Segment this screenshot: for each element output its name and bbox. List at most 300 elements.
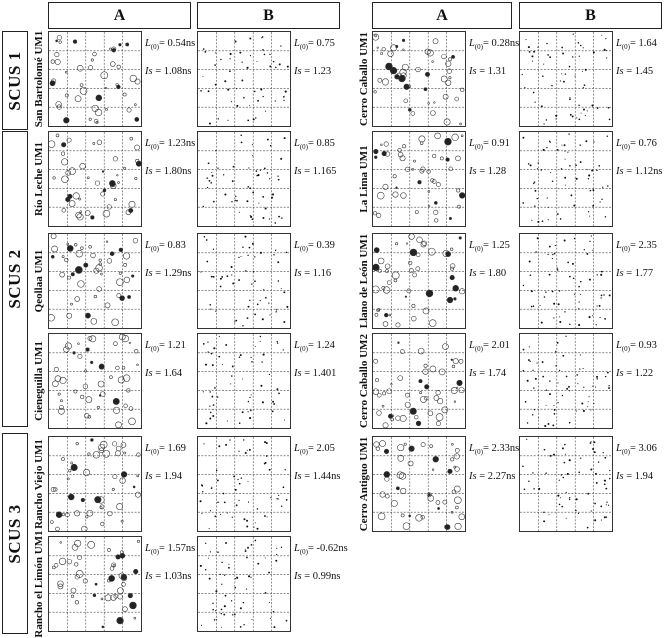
individual-circle <box>387 281 391 285</box>
point-pattern-svg <box>373 234 465 328</box>
point-mark <box>603 452 604 453</box>
point-mark <box>217 396 219 398</box>
individual-circle <box>376 447 380 451</box>
individual-circle <box>135 177 137 179</box>
individual-circle <box>445 138 452 145</box>
point-mark <box>592 250 593 251</box>
point-mark <box>246 67 248 69</box>
individual-circle <box>384 471 390 477</box>
point-pattern-svg <box>520 437 612 531</box>
individual-circle <box>90 439 93 442</box>
point-mark <box>254 313 256 315</box>
point-mark <box>564 150 565 151</box>
point-mark <box>243 439 244 440</box>
stat-block <box>145 38 195 77</box>
point-mark <box>268 572 270 574</box>
individual-circle <box>55 59 60 64</box>
point-mark <box>562 355 564 357</box>
site-label: Cerro Antiguo UM1 <box>358 436 370 532</box>
point-mark <box>204 51 206 53</box>
point-mark <box>247 547 249 549</box>
point-mark <box>578 471 580 473</box>
individual-circle <box>405 402 410 407</box>
point-mark <box>281 217 282 218</box>
site-label: Rancho Viejo UM1 <box>33 439 45 529</box>
point-pattern-svg <box>520 234 612 328</box>
individual-circle <box>109 575 115 581</box>
point-pattern-svg <box>49 334 141 428</box>
point-mark <box>240 626 242 628</box>
individual-circle <box>428 190 430 192</box>
point-mark <box>262 217 264 219</box>
individual-circle <box>436 414 443 421</box>
individual-circle <box>57 35 62 40</box>
individual-circle <box>375 379 378 382</box>
individual-circle <box>380 441 386 447</box>
pattern-plot-b <box>519 131 613 227</box>
point-mark <box>235 320 237 322</box>
point-mark <box>573 205 575 207</box>
point-mark <box>215 150 216 151</box>
point-mark <box>236 504 238 506</box>
point-mark <box>254 256 255 257</box>
individual-circle <box>396 416 401 421</box>
individual-circle <box>91 59 93 61</box>
point-mark <box>596 170 598 172</box>
individual-circle <box>135 79 140 84</box>
point-mark <box>568 386 570 388</box>
point-mark <box>555 365 556 366</box>
l-stat: $L_{(0)}= 1.25$ <box>469 240 510 254</box>
stat-block <box>616 443 657 482</box>
individual-circle <box>416 421 421 426</box>
individual-circle <box>437 398 442 403</box>
individual-circle <box>459 237 462 240</box>
individual-circle <box>88 453 91 456</box>
point-mark <box>576 498 578 500</box>
individual-circle <box>382 47 386 51</box>
individual-circle <box>62 176 69 183</box>
point-mark <box>578 308 579 309</box>
individual-circle <box>398 342 400 344</box>
individual-circle <box>452 134 459 141</box>
pattern-plot-a <box>372 436 466 532</box>
individual-circle <box>409 234 415 239</box>
point-mark <box>211 487 212 488</box>
individual-circle <box>92 105 98 111</box>
point-mark <box>562 53 564 55</box>
point-mark <box>223 174 224 175</box>
l-stat: $L_{(0)}= 0.75$ <box>294 38 335 52</box>
individual-circle <box>133 486 135 488</box>
point-mark <box>283 100 284 101</box>
individual-circle <box>455 506 458 509</box>
point-mark <box>240 134 242 136</box>
point-mark <box>255 346 256 347</box>
point-mark <box>543 512 544 513</box>
stat-block <box>145 543 195 582</box>
individual-circle <box>404 99 408 103</box>
individual-circle <box>93 52 97 56</box>
pattern-plot-a <box>48 333 142 429</box>
individual-circle <box>123 253 129 259</box>
point-mark <box>585 140 587 142</box>
point-mark <box>278 280 280 282</box>
point-mark <box>269 314 270 315</box>
point-mark <box>265 557 266 558</box>
point-mark <box>251 283 252 284</box>
point-mark <box>598 461 599 462</box>
point-mark <box>234 614 236 616</box>
is-stat: Is = 1.31 <box>469 66 507 78</box>
individual-circle <box>459 359 463 363</box>
group-scus-3 <box>2 433 28 634</box>
point-mark <box>244 236 246 238</box>
individual-circle <box>414 415 418 419</box>
individual-circle <box>62 208 66 212</box>
individual-circle <box>374 248 379 253</box>
point-mark <box>560 80 561 81</box>
individual-circle <box>460 123 462 125</box>
point-mark <box>533 92 535 94</box>
individual-circle <box>89 118 91 120</box>
point-mark <box>557 149 559 151</box>
individual-circle <box>395 243 397 245</box>
individual-circle <box>130 137 133 140</box>
individual-circle <box>383 423 388 428</box>
point-mark <box>232 517 233 518</box>
individual-circle <box>76 442 79 445</box>
point-mark <box>564 311 565 312</box>
l-stat: $L_{(0)}= 1.23ns$ <box>145 138 196 152</box>
point-mark <box>593 141 594 142</box>
point-mark <box>246 557 248 559</box>
point-mark <box>221 627 222 628</box>
is-stat: Is = 1.03ns <box>145 571 192 583</box>
point-mark <box>269 178 270 179</box>
individual-circle <box>430 445 433 448</box>
point-mark <box>569 422 571 424</box>
individual-circle <box>86 348 90 352</box>
point-mark <box>235 200 236 201</box>
point-mark <box>231 266 233 268</box>
point-mark <box>225 344 227 346</box>
point-mark <box>205 422 207 424</box>
group-scus-2 <box>2 131 28 427</box>
is-stat: Is = 1.45 <box>616 66 654 78</box>
point-mark <box>271 197 273 199</box>
individual-circle <box>416 267 420 271</box>
individual-circle <box>404 443 406 445</box>
point-mark <box>569 66 571 68</box>
point-mark <box>605 516 607 518</box>
point-mark <box>600 297 601 298</box>
point-mark <box>238 257 239 258</box>
point-mark <box>236 200 238 202</box>
point-mark <box>264 515 266 517</box>
point-mark <box>220 574 221 575</box>
point-mark <box>245 270 247 272</box>
point-mark <box>256 170 258 172</box>
point-mark <box>523 370 525 372</box>
point-mark <box>606 502 607 503</box>
individual-circle <box>405 393 409 397</box>
point-mark <box>265 592 267 594</box>
point-pattern-svg <box>198 334 290 428</box>
individual-circle <box>402 39 405 42</box>
point-mark <box>580 45 582 47</box>
point-mark <box>232 282 234 284</box>
point-mark <box>600 506 602 508</box>
point-mark <box>580 281 582 283</box>
individual-circle <box>420 396 426 402</box>
individual-circle <box>78 281 85 288</box>
individual-circle <box>83 469 89 475</box>
point-mark <box>236 577 238 579</box>
point-mark <box>238 500 239 501</box>
individual-circle <box>73 352 76 355</box>
individual-circle <box>450 275 455 280</box>
point-mark <box>243 97 245 99</box>
individual-circle <box>376 213 381 218</box>
point-mark <box>209 122 211 124</box>
l-stat: $L_{(0)}= 2.33ns$ <box>469 443 520 457</box>
point-mark <box>273 626 275 628</box>
point-mark <box>210 309 211 310</box>
point-mark <box>537 221 539 223</box>
point-mark <box>572 56 573 57</box>
point-mark <box>202 76 203 77</box>
point-mark <box>201 484 203 486</box>
l-stat: $L_{(0)}= 0.83$ <box>145 240 186 254</box>
point-mark <box>222 364 223 365</box>
individual-circle <box>411 316 416 321</box>
individual-circle <box>59 41 62 44</box>
point-mark <box>203 443 204 444</box>
individual-circle <box>451 359 453 361</box>
individual-circle <box>81 498 85 502</box>
individual-circle <box>85 313 90 318</box>
point-mark <box>583 368 584 369</box>
point-mark <box>536 362 537 363</box>
individual-circle <box>76 250 83 257</box>
individual-circle <box>127 295 130 298</box>
point-mark <box>579 56 580 57</box>
individual-circle <box>129 407 133 411</box>
point-mark <box>249 187 251 189</box>
point-pattern-svg <box>49 132 141 226</box>
individual-circle <box>402 145 405 148</box>
point-mark <box>578 105 579 106</box>
individual-circle <box>448 469 453 474</box>
individual-circle <box>385 264 390 269</box>
point-mark <box>200 271 201 272</box>
point-mark <box>212 609 214 611</box>
point-mark <box>273 403 275 405</box>
individual-circle <box>123 607 128 612</box>
point-mark <box>235 196 236 197</box>
individual-circle <box>109 180 115 186</box>
point-mark <box>284 137 286 139</box>
point-mark <box>220 514 221 515</box>
point-mark <box>605 376 606 377</box>
individual-circle <box>384 313 388 317</box>
point-mark <box>553 405 554 406</box>
point-mark <box>248 501 249 502</box>
point-mark <box>255 522 256 523</box>
individual-circle <box>88 66 92 70</box>
individual-circle <box>71 588 76 593</box>
stat-block <box>294 443 340 482</box>
individual-circle <box>129 342 131 344</box>
point-mark <box>227 89 229 91</box>
individual-circle <box>406 243 408 245</box>
is-stat: Is = 1.16 <box>294 268 332 280</box>
l-stat: $L_{(0)}= 1.24$ <box>294 340 335 354</box>
point-mark <box>542 220 544 222</box>
individual-circle <box>419 379 422 382</box>
individual-circle <box>429 320 436 327</box>
point-mark <box>261 89 262 90</box>
point-mark <box>213 409 214 410</box>
point-mark <box>529 51 531 53</box>
individual-circle <box>130 602 137 609</box>
point-mark <box>252 243 254 245</box>
individual-circle <box>404 84 409 89</box>
individual-circle <box>409 269 413 273</box>
point-mark <box>608 387 610 389</box>
individual-circle <box>74 390 77 393</box>
point-mark <box>551 85 553 87</box>
point-mark <box>267 172 269 174</box>
point-mark <box>251 544 253 546</box>
individual-circle <box>88 541 95 548</box>
point-mark <box>561 47 563 49</box>
point-mark <box>531 290 533 292</box>
individual-circle <box>60 400 62 402</box>
individual-circle <box>388 51 394 57</box>
individual-circle <box>58 408 64 414</box>
point-mark <box>243 624 244 625</box>
point-mark <box>523 285 524 286</box>
point-mark <box>276 554 277 555</box>
point-mark <box>284 469 285 470</box>
individual-circle <box>95 583 97 585</box>
point-mark <box>544 296 546 298</box>
group-scus-1 <box>2 31 28 130</box>
individual-circle <box>383 287 390 294</box>
stat-block <box>145 138 195 177</box>
point-mark <box>283 321 285 323</box>
individual-circle <box>95 109 102 116</box>
point-mark <box>608 385 609 386</box>
individual-circle <box>442 54 447 59</box>
is-stat: Is = 1.64 <box>145 368 183 380</box>
point-mark <box>215 84 217 86</box>
point-mark <box>548 219 549 220</box>
point-mark <box>604 457 606 459</box>
point-mark <box>546 119 547 120</box>
point-mark <box>223 614 225 616</box>
individual-circle <box>397 444 403 450</box>
individual-circle <box>396 487 399 490</box>
point-mark <box>242 379 243 380</box>
individual-circle <box>50 81 55 86</box>
individual-circle <box>408 261 412 265</box>
point-mark <box>547 54 549 56</box>
point-mark <box>242 325 243 326</box>
individual-circle <box>432 154 436 158</box>
point-pattern-svg <box>520 132 612 226</box>
site-label-box <box>357 131 371 227</box>
individual-circle <box>56 134 59 137</box>
individual-circle <box>410 408 416 414</box>
point-mark <box>227 420 228 421</box>
point-mark <box>220 278 222 280</box>
point-mark <box>553 454 555 456</box>
point-mark <box>254 527 255 528</box>
point-mark <box>583 47 584 48</box>
point-mark <box>254 91 256 93</box>
point-mark <box>250 410 252 412</box>
point-mark <box>265 111 266 112</box>
point-mark <box>569 276 571 278</box>
point-mark <box>205 543 206 544</box>
l-stat: $L_{(0)}= 0.91$ <box>469 138 510 152</box>
point-mark <box>203 48 205 50</box>
point-mark <box>277 175 278 176</box>
point-mark <box>249 417 251 419</box>
individual-circle <box>377 393 381 397</box>
point-mark <box>557 382 558 383</box>
point-mark <box>210 391 211 392</box>
individual-circle <box>454 454 459 459</box>
individual-circle <box>391 500 397 506</box>
point-mark <box>252 192 254 194</box>
pattern-plot-b <box>197 31 291 127</box>
point-mark <box>594 451 596 453</box>
individual-circle <box>391 418 394 421</box>
individual-circle <box>421 242 426 247</box>
point-mark <box>252 144 253 145</box>
group-label: SCUS 2 <box>5 249 24 309</box>
point-mark <box>221 584 222 585</box>
point-mark <box>257 508 259 510</box>
individual-circle <box>135 145 140 150</box>
individual-circle <box>117 174 119 176</box>
point-mark <box>233 166 235 168</box>
point-mark <box>214 64 216 66</box>
point-mark <box>262 401 264 403</box>
point-mark <box>224 80 226 82</box>
individual-circle <box>95 181 100 186</box>
point-mark <box>557 495 559 497</box>
individual-circle <box>434 396 439 401</box>
individual-circle <box>93 452 100 459</box>
point-mark <box>566 388 568 390</box>
individual-circle <box>56 40 58 42</box>
is-stat: Is = 1.44ns <box>294 471 341 483</box>
individual-circle <box>69 201 75 207</box>
point-mark <box>262 96 263 97</box>
point-mark <box>273 254 274 255</box>
point-mark <box>263 289 264 290</box>
point-mark <box>224 605 226 607</box>
individual-circle <box>65 258 69 262</box>
l-stat: $L_{(0)}= 1.64$ <box>616 38 657 52</box>
individual-circle <box>113 564 115 566</box>
point-mark <box>200 565 202 567</box>
